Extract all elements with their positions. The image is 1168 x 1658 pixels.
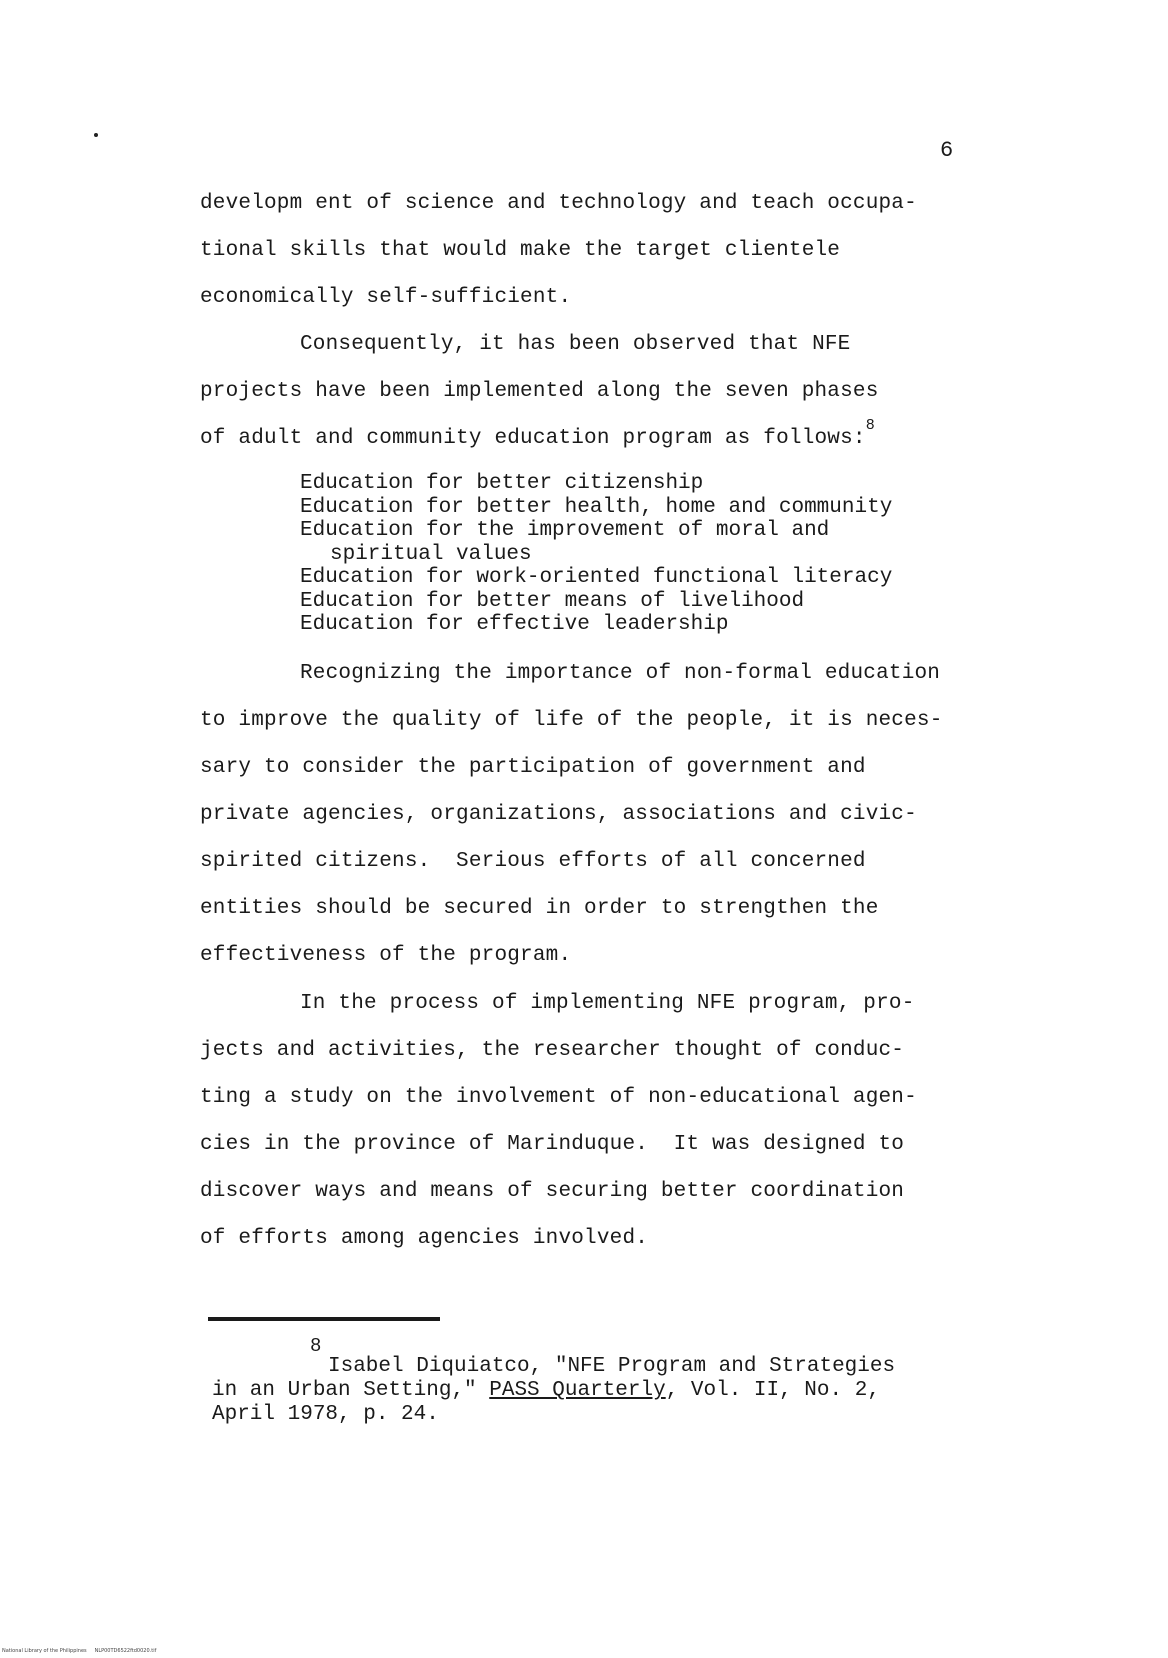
footnote-reference: 8 — [865, 417, 875, 434]
journal-title: PASS Quarterly — [489, 1379, 666, 1402]
list-item: Education for effective leadership — [300, 613, 729, 636]
footnote-number: 8 — [310, 1335, 322, 1357]
text-line: of efforts among agencies involved. — [200, 1227, 649, 1250]
text-line: Consequently, it has been observed that NFE — [300, 333, 851, 356]
paragraph-1 — [200, 180, 1030, 321]
paragraph-4 — [200, 980, 1030, 1262]
text-line: to improve the quality of life of the people, it is neces- — [200, 709, 943, 732]
list-item: Education for the improvement of moral and — [300, 519, 830, 542]
education-phases-list — [300, 472, 892, 637]
text-line: spirited citizens. Serious efforts of all concerned — [200, 850, 866, 873]
paragraph-2 — [200, 321, 1030, 462]
page-number: 6 — [940, 138, 954, 163]
footnote-text: , Vol. II, No. 2, — [665, 1379, 880, 1402]
list-item: Education for better health, home and community — [300, 495, 893, 519]
scan-source-label: National Library of the Philippines NLP00TD6522ftd0020.tif — [2, 1648, 157, 1654]
footnote-divider — [208, 1317, 440, 1321]
footnote — [212, 1355, 895, 1427]
text-line: Recognizing the importance of non-formal education — [300, 662, 941, 685]
text-line: entities should be secured in order to strengthen the — [200, 897, 879, 920]
footnote-line: April 1978, p. 24. — [212, 1403, 439, 1426]
text-line — [200, 415, 1030, 462]
text-line: developm ent of science and technology and teach occupa- — [200, 192, 917, 215]
text-line: In the process of implementing NFE program, pro- — [300, 992, 915, 1015]
text-line: cies in the province of Marinduque. It was designed to — [200, 1133, 905, 1156]
text-line: jects and activities, the researcher thought of conduc- — [200, 1039, 905, 1062]
footnote-line: Isabel Diquiatco, "NFE Program and Strategies — [328, 1355, 896, 1378]
text-line-content: of adult and community education program as follows: — [200, 427, 866, 450]
text-line: private agencies, organizations, associations and civic- — [200, 803, 917, 826]
text-line: effectiveness of the program. — [200, 944, 572, 967]
text-line: economically self-sufficient. — [200, 286, 572, 309]
list-item: Education for work-oriented functional literacy — [300, 566, 893, 589]
text-line: projects have been implemented along the seven phases — [200, 380, 879, 403]
text-line: sary to consider the participation of government and — [200, 756, 866, 779]
list-item: Education for better citizenship — [300, 472, 704, 495]
scan-speck — [94, 133, 98, 137]
footnote-line — [212, 1379, 895, 1403]
footnote-text: in an Urban Setting," — [212, 1379, 490, 1402]
paragraph-3 — [200, 650, 1030, 979]
text-line: ting a study on the involvement of non-educational agen- — [200, 1086, 917, 1109]
list-item-continuation: spiritual values — [330, 542, 532, 566]
list-item: Education for better means of livelihood — [300, 589, 805, 613]
text-line: discover ways and means of securing better coordination — [200, 1180, 905, 1203]
text-line: tional skills that would make the target clientele — [200, 239, 841, 262]
